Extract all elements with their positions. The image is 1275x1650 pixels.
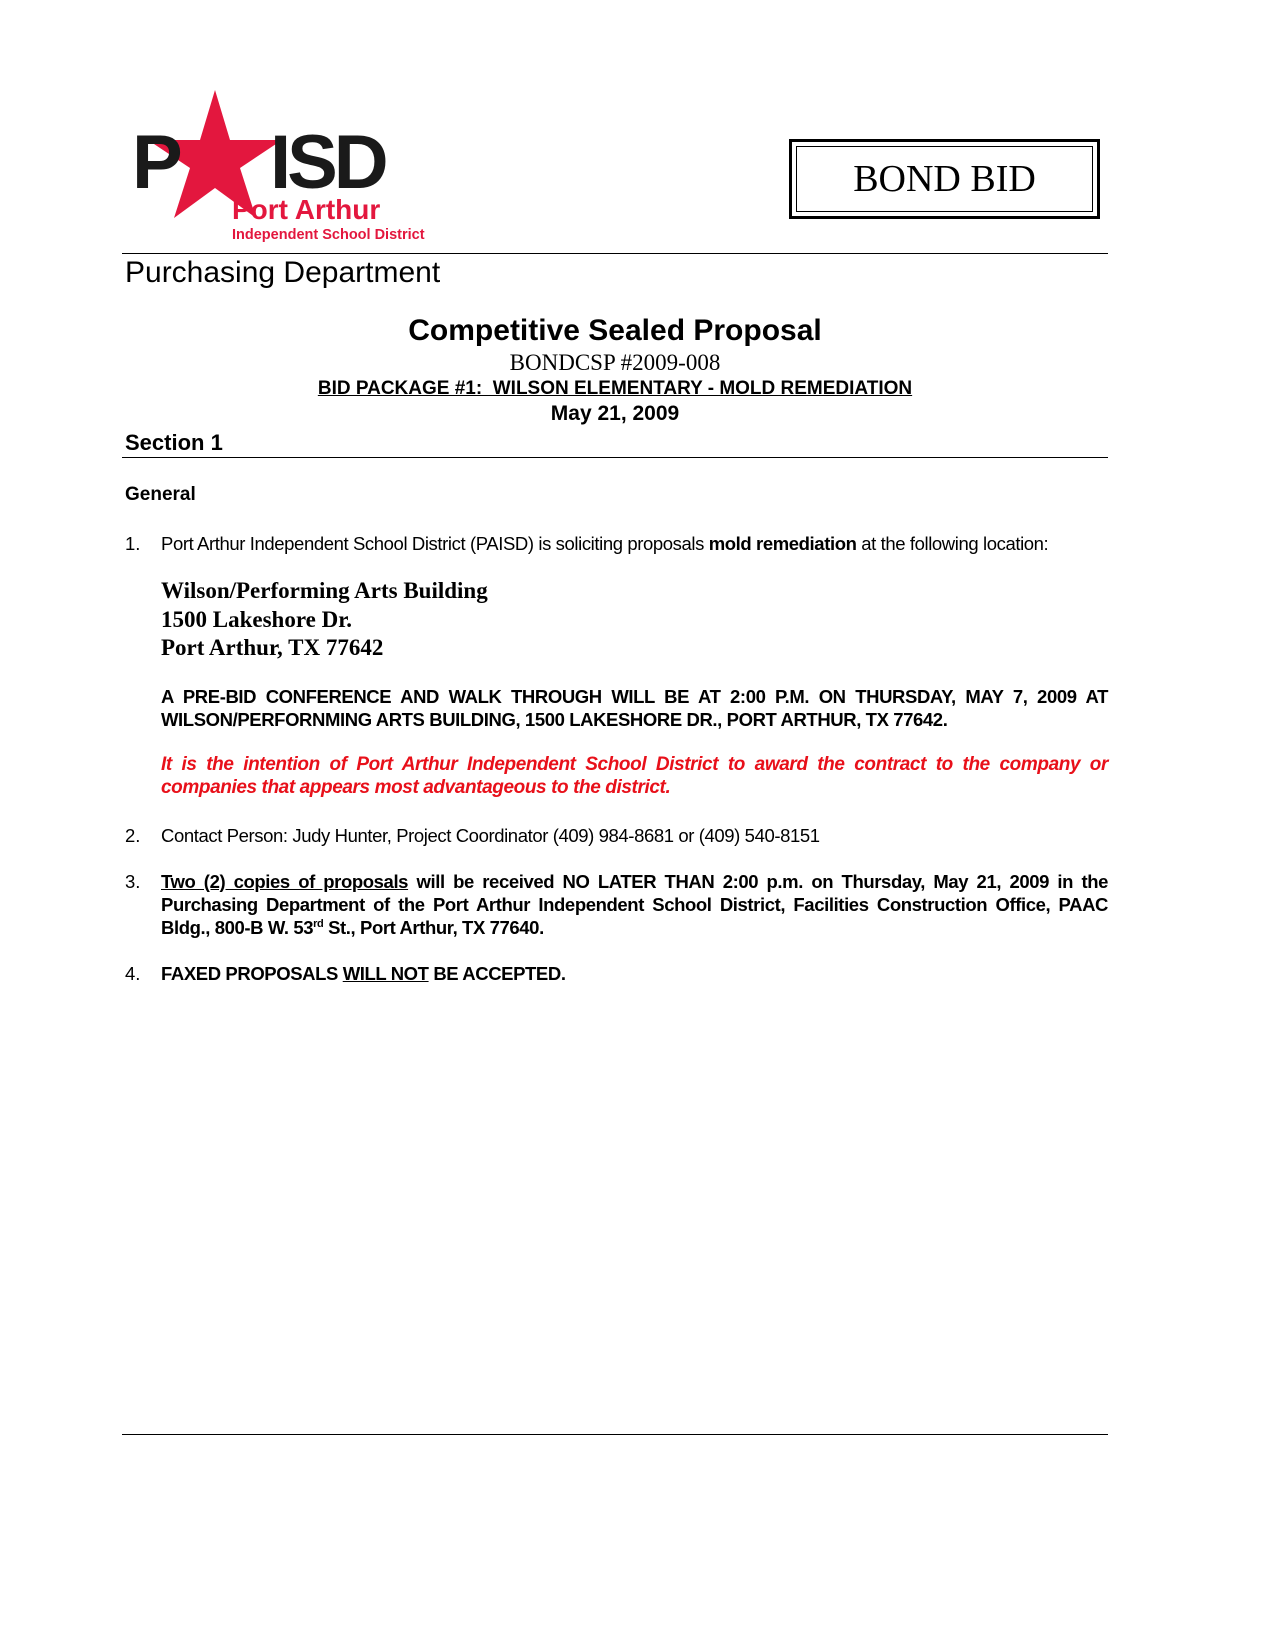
item-2 — [122, 824, 1108, 847]
item-underlined-text: Two (2) copies of proposals — [161, 870, 409, 892]
item-bold-text: mold remediation — [708, 533, 857, 554]
svg-text:ISD: ISD — [270, 120, 385, 205]
bond-bid-label: BOND BID — [796, 146, 1093, 212]
svg-text:Independent School District: Independent School District — [232, 227, 425, 243]
paisd-logo — [130, 88, 450, 244]
item-text: FAXED PROPOSALS — [161, 962, 343, 984]
svg-text:Port Arthur: Port Arthur — [232, 194, 381, 225]
item-number: 1. — [125, 533, 141, 554]
bid-package: BID PACKAGE #1: WILSON ELEMENTARY - MOLD REMEDIATION — [317, 378, 913, 399]
address-block — [122, 577, 1108, 663]
department-name: Purchasing Department — [125, 256, 441, 289]
item-number: 4. — [125, 962, 141, 984]
intention-statement: It is the intention of Port Arthur Independent School District to award the contract to the company or companies that appears most advantageous to the district. — [161, 753, 1108, 798]
item-text: Port Arthur Independent School District (PAISD) is soliciting proposals — [161, 533, 709, 554]
document-date: May 21, 2009 — [550, 402, 680, 425]
item-text: St., Port Arthur, TX 77640. — [323, 916, 544, 938]
divider — [122, 253, 1108, 254]
general-heading: General — [125, 484, 196, 505]
bid-number: BONDCSP #2009-008 — [509, 350, 721, 375]
address-line: Port Arthur, TX 77642 — [161, 635, 384, 660]
item-text: will be received NO LATER THAN 2:00 p.m. on Thursday, May 21, 2009 in the Purchasing Department of the Port Arthur Independent School District, Facilities Construction Office, PAAC Bldg., 800-B W. 53 — [161, 870, 1108, 938]
address-line: 1500 Lakeshore Dr. — [161, 606, 353, 632]
item-3 — [122, 870, 1108, 939]
document-title: Competitive Sealed Proposal — [408, 314, 822, 347]
item-underlined-text: WILL NOT — [342, 962, 429, 984]
item-1 — [122, 532, 1108, 555]
item-number: 3. — [125, 870, 141, 892]
divider — [122, 457, 1108, 458]
item-text: Contact Person: Judy Hunter, Project Coordinator (409) 984-8681 or (409) 540-8151 — [161, 824, 820, 846]
prebid-notice: A PRE-BID CONFERENCE AND WALK THROUGH WILL BE AT 2:00 P.M. ON THURSDAY, MAY 7, 2009 AT WILSON/PERFORNMING ARTS BUILDING, 1500 LAKESHORE DR., PORT ARTHUR, TX 77642. — [161, 685, 1108, 730]
item-superscript: rd — [313, 917, 324, 930]
svg-text:P: P — [132, 120, 183, 205]
footer-divider — [122, 1434, 1108, 1435]
address-line: Wilson/Performing Arts Building — [161, 578, 488, 603]
bond-bid-badge — [789, 139, 1100, 219]
item-number: 2. — [125, 824, 141, 846]
document-body — [122, 253, 1108, 985]
item-text: at the following location: — [856, 533, 1049, 554]
section-heading: Section 1 — [125, 430, 223, 455]
item-4 — [122, 962, 1108, 985]
item-text: BE ACCEPTED. — [428, 962, 566, 984]
